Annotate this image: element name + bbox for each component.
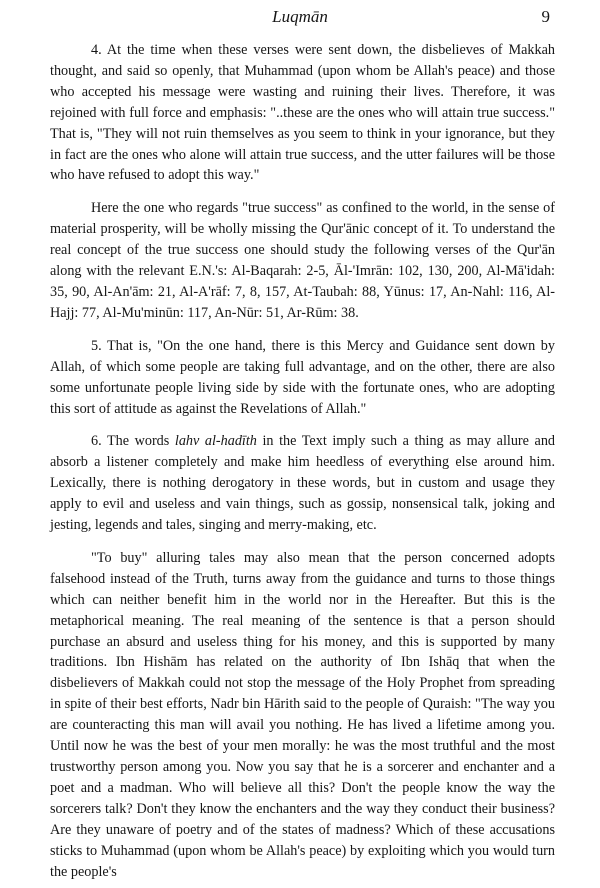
paragraph-note-4: 4. At the time when these verses were sent down, the disbelieves of Makkah thought, and said so openly, that Muhammad (upon whom be Allah's peace) and those who accepted his message were wasting and ruining their lives. Therefore, it was rejoined with full force and emphasis: "..these are the ones who will attain true success." That is, "They will not ruin themselves as you seem to think in your ignorance, but they in fact are the ones who alone will attain true success, and the utter failures will be those who have refused to adopt this way." bbox=[50, 42, 555, 184]
running-header bbox=[0, 6, 600, 28]
note-6-lead: 6. The words bbox=[91, 433, 175, 450]
note-6-rest: in the Text imply such a thing as may allure and absorb a listener completely and make him heedless of everything else around him. Lexically, there is nothing derogatory in these words, but in custom and usage they apply to evil and useless and vain things, such as gossip, nonsensical talk, joking and jesting, legends and tales, singing and merry-making, etc. bbox=[50, 433, 556, 534]
body-text bbox=[50, 40, 555, 888]
page-number: 9 bbox=[541, 7, 550, 26]
running-title: Luqmān bbox=[272, 7, 328, 26]
arabic-term: lahv al-hadīth bbox=[174, 433, 257, 450]
paragraph-to-buy: "To buy" alluring tales may also mean that the person concerned adopts falsehood instead of the Truth, turns away from the guidance and turns to those things which can neither benefit him in the world nor in the Hereafter. But this is the metaphorical meaning. The real meaning of the sentence is that a person should purchase an absurd and useless thing for his money, and this is supported by many traditions. Ibn Hishām has related on the authority of Ibn Ishāq that when the disbelievers of Makkah could not stop the message of the Holy Prophet from spreading in spite of their best efforts, Nadr bin Hārith said to the people of Quraish: "The way you are counteracting this man will avail you nothing. He has lived a lifetime among you. Until now he was the best of your men morally: he was the most truthful and the most trustworthy person among you. Now you say that he is a sorcerer and enchanter and a poet and a madman. Who will believe all this? Don't the people know the way the sorcerers talk? Don't they know the enchanters and the way they conduct their business? Are they unaware of poetry and of the states of madness? Which of these accusations sticks to Muhammad (upon whom be Allah's peace) by exploiting which you would turn the people's bbox=[50, 549, 555, 880]
paragraph-note-6 bbox=[50, 431, 555, 536]
paragraph-note-5: 5. That is, "On the one hand, there is this Mercy and Guidance sent down by Allah, of which some people are taking full advantage, and on the other, there are also some unfortunate people living side by side with the fortunate ones, who are adopting this sort of attitude as against the Revelations of Allah." bbox=[50, 337, 555, 417]
paragraph-true-success: Here the one who regards "true success" as confined to the world, in the sense of material prosperity, will be wholly missing the Qur'ānic concept of it. To understand the real concept of the true success one should study the following verses of the Qur'ān along with the relevant E.N.'s: Al-Baqarah: 2-5, Āl-'Imrān: 102, 130, 200, Al-Mā'idah: 35, 90, Al-An'ām: 21, Al-A'rāf: 7, 8, 157, At-Taubah: 88, Yūnus: 17, An-Nahl: 116, Al-Hajj: 77, Al-Mu'minūn: 117, An-Nūr: 51, Ar-Rūm: 38. bbox=[50, 200, 555, 321]
